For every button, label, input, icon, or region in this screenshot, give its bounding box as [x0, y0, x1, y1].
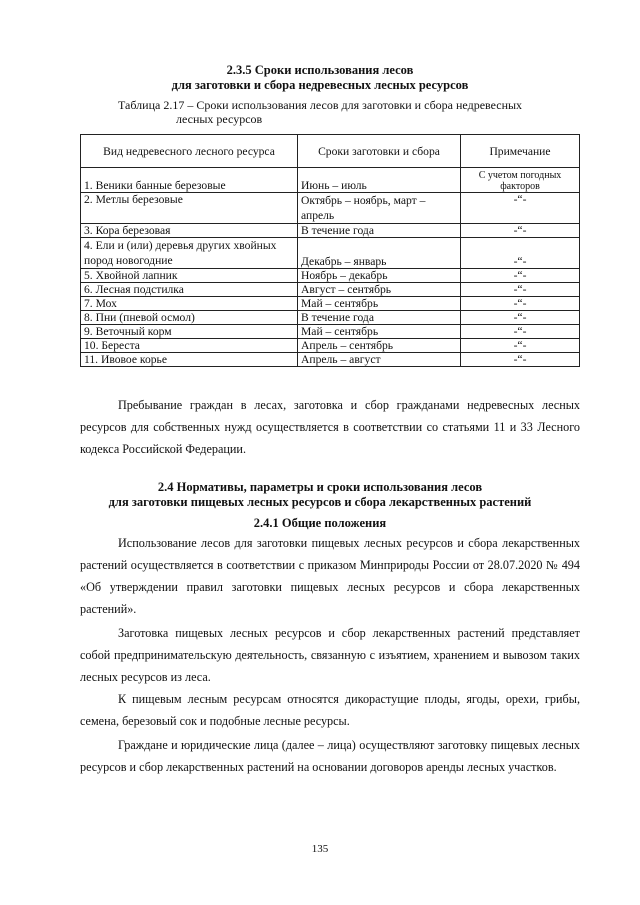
cell-period: Ноябрь – декабрь — [298, 269, 461, 283]
table-caption-line1: Таблица 2.17 – Сроки использования лесов для заготовки и сбора недревесных — [118, 98, 523, 112]
cell-resource: 9. Веточный корм — [81, 325, 298, 339]
section-24-title — [0, 480, 640, 510]
section-235-title — [0, 63, 640, 93]
cell-note: -“- — [461, 193, 580, 224]
table-row — [81, 283, 580, 297]
table-row — [81, 353, 580, 367]
header-note: Примечание — [461, 135, 580, 168]
table-caption — [118, 98, 588, 126]
cell-resource: 6. Лесная подстилка — [81, 283, 298, 297]
cell-resource: 7. Мох — [81, 297, 298, 311]
table-row — [81, 297, 580, 311]
cell-period: В течение года — [298, 224, 461, 238]
cell-period: Май – сентябрь — [298, 297, 461, 311]
cell-note: С учетом погодных факторов — [461, 168, 580, 193]
cell-resource: 10. Береста — [81, 339, 298, 353]
cell-note: -“- — [461, 353, 580, 367]
table-header-row — [81, 135, 580, 168]
cell-note: -“- — [461, 283, 580, 297]
cell-note: -“- — [461, 238, 580, 269]
cell-period: Май – сентябрь — [298, 325, 461, 339]
table-row — [81, 339, 580, 353]
paragraph-2: Заготовка пищевых лесных ресурсов и сбор лекарственных растений представляет собой предпринимательскую деятельность, связанную с изъятием, хранением и вывозом таких лесных ресурсов из леса. — [80, 626, 580, 684]
paragraph-stay: Пребывание граждан в лесах, заготовка и сбор гражданами недревесных лесных ресурсов для собственных нужд осуществляется в соответствии со статьями 11 и 33 Лесного кодекса Российской Федерации. — [80, 398, 580, 456]
table-row — [81, 311, 580, 325]
paragraph-4: Граждане и юридические лица (далее – лица) осуществляют заготовку пищевых лесных ресурсов и сбор лекарственных растений на основании договоров аренды лесных участков. — [80, 738, 580, 774]
cell-period: В течение года — [298, 311, 461, 325]
cell-period: Декабрь – январь — [298, 238, 461, 269]
cell-resource: 1. Веники банные березовые — [81, 168, 298, 193]
cell-resource: 3. Кора березовая — [81, 224, 298, 238]
table-row — [81, 238, 580, 269]
cell-period: Август – сентябрь — [298, 283, 461, 297]
section-235-title-line1: 2.3.5 Сроки использования лесов — [226, 63, 414, 77]
cell-resource: 4. Ели и (или) деревья других хвойных пород новогодние — [81, 238, 298, 269]
cell-resource: 8. Пни (пневой осмол) — [81, 311, 298, 325]
cell-note: -“- — [461, 311, 580, 325]
cell-period: Апрель – август — [298, 353, 461, 367]
paragraph-3: К пищевым лесным ресурсам относятся дикорастущие плоды, ягоды, орехи, грибы, семена, березовый сок и подобные лесные ресурсы. — [80, 692, 580, 728]
cell-resource: 11. Ивовое корье — [81, 353, 298, 367]
cell-period: Октябрь – ноябрь, март – апрель — [298, 193, 461, 224]
cell-note: -“- — [461, 224, 580, 238]
cell-note: -“- — [461, 297, 580, 311]
paragraph-1: Использование лесов для заготовки пищевых лесных ресурсов и сбора лекарственных растений осуществляется в соответствии с приказом Минприроды России от 28.07.2020 № 494 «Об утверждении правил заготовки пищевых лесных ресурсов и сбора лекарственных растений». — [80, 536, 580, 616]
cell-note: -“- — [461, 325, 580, 339]
section-235-title-line2: для заготовки и сбора недревесных лесных ресурсов — [171, 78, 469, 92]
cell-period: Июнь – июль — [298, 168, 461, 193]
table-row — [81, 193, 580, 224]
table-row — [81, 168, 580, 193]
table-caption-line2: лесных ресурсов — [176, 112, 263, 126]
table-row — [81, 325, 580, 339]
section-241-title: 2.4.1 Общие положения — [253, 516, 387, 530]
page-number: 135 — [311, 843, 329, 855]
header-resource-type: Вид недревесного лесного ресурса — [81, 135, 298, 168]
header-harvest-period: Сроки заготовки и сбора — [298, 135, 461, 168]
table-row — [81, 269, 580, 283]
cell-resource: 2. Метлы березовые — [81, 193, 298, 224]
cell-period: Апрель – сентябрь — [298, 339, 461, 353]
section-24-title-line1: 2.4 Нормативы, параметры и сроки использования лесов — [157, 480, 483, 494]
section-24-title-line2: для заготовки пищевых лесных ресурсов и сбора лекарственных растений — [108, 495, 532, 509]
cell-note: -“- — [461, 269, 580, 283]
cell-note: -“- — [461, 339, 580, 353]
cell-resource: 5. Хвойной лапник — [81, 269, 298, 283]
resources-table — [80, 134, 580, 367]
table-row — [81, 224, 580, 238]
